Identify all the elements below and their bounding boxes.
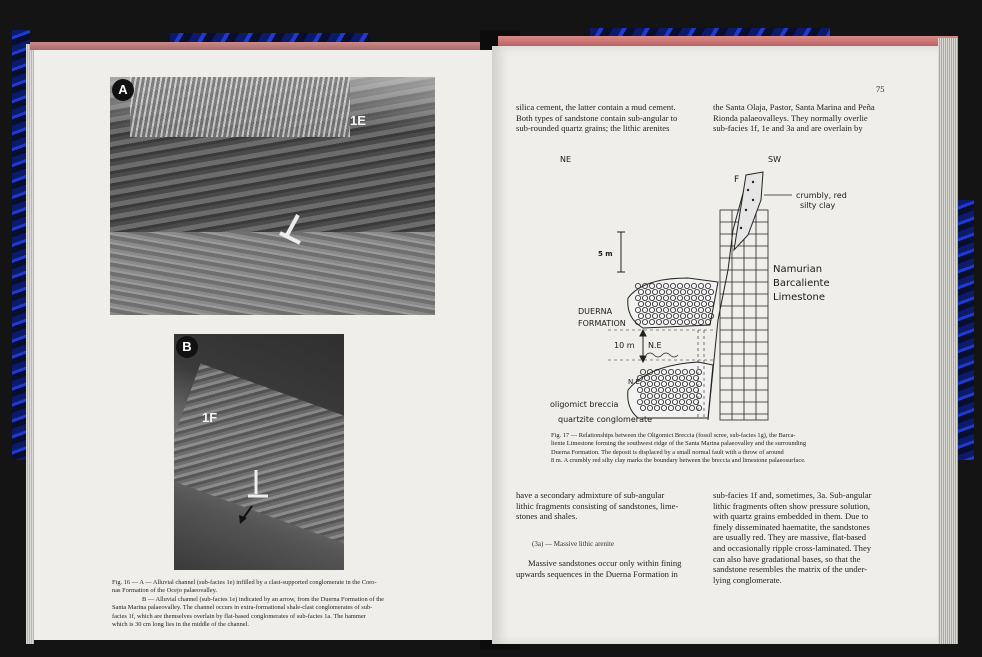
text-line: stones and shales.	[516, 511, 578, 522]
caption-line: B — Alluvial channel (sub-facies 1e) indicated by an arrow, from the Duerna Formation of the	[142, 595, 384, 603]
caption-line: Duerna Formation. The deposit is displaced by a small normal fault with a throw of around	[551, 448, 784, 456]
diagram-duerna-label-1: DUERNA	[578, 307, 613, 316]
fig16-caption	[112, 579, 438, 629]
photo-b-label: B	[176, 336, 198, 358]
body-col1-bottom	[516, 490, 696, 522]
text-line: finely disseminated haematite, the sandstones	[713, 521, 870, 532]
diagram-limestone-label-2: Barcaliente	[773, 278, 830, 289]
page-top-edge-left	[30, 42, 480, 50]
diagram-limestone-label-1: Namurian	[773, 264, 823, 275]
diagram-ne-label: NE	[560, 155, 572, 164]
text-line: the Santa Olaja, Pastor, Santa Marina and Peña	[713, 102, 875, 112]
diagram-quartzite-label: quartzite conglomerate	[558, 415, 653, 424]
diagram-throw-label: 10 m	[614, 341, 635, 350]
photo-b-annotation: 1F	[202, 410, 218, 425]
text-line: Rionda palaeovalleys. They normally overlie	[713, 112, 868, 123]
breccia-clast	[635, 283, 640, 288]
diagram-duerna-label-2: FORMATION	[578, 319, 626, 328]
book-cover-cloth-right	[958, 200, 974, 460]
fig17-caption	[551, 432, 865, 466]
text-line: with quartz grains embedded in them. Due to	[713, 511, 869, 522]
photo-b	[174, 334, 344, 570]
text-line: lithic fragments often show pressure solution,	[713, 500, 871, 511]
body-col1-para	[516, 558, 696, 579]
diagram-ne-lower: N.E	[628, 378, 640, 386]
text-line: silica cement, the latter contain a mud cement.	[516, 102, 676, 112]
text-line: can also have gradational bases, so that the	[713, 553, 861, 564]
text-line: and occasionally ripple cross-laminated. They	[713, 542, 872, 553]
diagram-breccia-label: oligomict breccia	[550, 400, 619, 409]
page-number: 75	[876, 84, 885, 94]
text-line: are usually red. They are massive, flat-based	[713, 532, 867, 543]
diagram-limestone-label-3: Limestone	[773, 292, 825, 303]
text-line: sub-facies 1f and, sometimes, 3a. Sub-angular	[713, 490, 872, 500]
diagram-ne-upper: N.E	[648, 341, 662, 350]
text-line: lithic fragments consisting of sandstones, lime-	[516, 500, 679, 511]
photo-b-hammer-arrow	[174, 334, 344, 570]
diagram-fault-label: F	[734, 175, 740, 185]
wavy-boundary	[646, 353, 678, 357]
body-col1-top	[516, 102, 696, 134]
text-line: Both types of sandstone contain sub-angular to	[516, 112, 678, 123]
photo-a	[110, 77, 435, 315]
caption-line: nas Formation of the Ocejo palaeovalley.	[112, 587, 217, 595]
text-line: Massive sandstones occur only within fining	[528, 558, 682, 568]
section-heading-3a: (3a) — Massive lithic arenite	[532, 540, 615, 548]
text-line: lying conglomerate.	[713, 574, 782, 585]
caption-line: which is 30 cm long lies in the middle of the channel.	[112, 621, 250, 629]
caption-line: liente Limestone forming the southwest ridge of the Santa Marina palaeovalley and the surrounding	[551, 440, 807, 448]
fig17-diagram	[548, 150, 868, 430]
text-line: sub-rounded quartz grains; the lithic arenites	[516, 123, 670, 134]
diagram-clay-label-2: silty clay	[800, 201, 836, 210]
photo-a-annotation: 1E	[350, 113, 366, 128]
body-col2-bottom	[713, 490, 893, 585]
diagram-sw-label: SW	[768, 155, 781, 164]
caption-line: 8 m. A crumbly red silty clay marks the boundary between the breccia and limestone palaeosurface.	[551, 457, 806, 465]
diagram-clay-label-1: crumbly, red	[796, 191, 847, 200]
page-edges-right	[938, 38, 958, 644]
breccia-clast	[640, 369, 645, 374]
text-line: sandstone resembles the matrix of the under-	[713, 564, 867, 575]
page-edges-left	[26, 44, 34, 644]
text-line: have a secondary admixture of sub-angular	[516, 490, 665, 500]
upper-breccia	[628, 278, 718, 328]
caption-line: Santa Marina palaeovalley. The channel occurs in extra-formational shale-clast conglomerates of sub-	[112, 604, 373, 612]
photo-a-label: A	[112, 79, 134, 101]
caption-line: Fig. 16 — A — Alluvial channel (sub-facies 1e) infilled by a clast-supported conglomerate in the Coro-	[112, 579, 377, 586]
scale-bar	[617, 232, 625, 272]
diagram-scale-label: 5 m	[598, 250, 613, 258]
text-line: upwards sequences in the Duerna Formation in	[516, 568, 678, 579]
body-col2-top	[713, 102, 893, 134]
caption-line: facies 1f, which are themselves overlain by flat-based conglomerates of sub-facies 1a. The hammer	[112, 612, 366, 620]
photo-a-hammer	[110, 77, 435, 315]
text-line: sub-facies 1f, 1e and 3a and are overlain by	[713, 123, 863, 134]
limestone-wall	[720, 210, 768, 420]
caption-line: Fig. 17 — Relationships between the Oligomict Breccia (fossil scree, sub-facies 1g), the Barca-	[551, 432, 796, 439]
throw-arrow	[640, 330, 646, 362]
